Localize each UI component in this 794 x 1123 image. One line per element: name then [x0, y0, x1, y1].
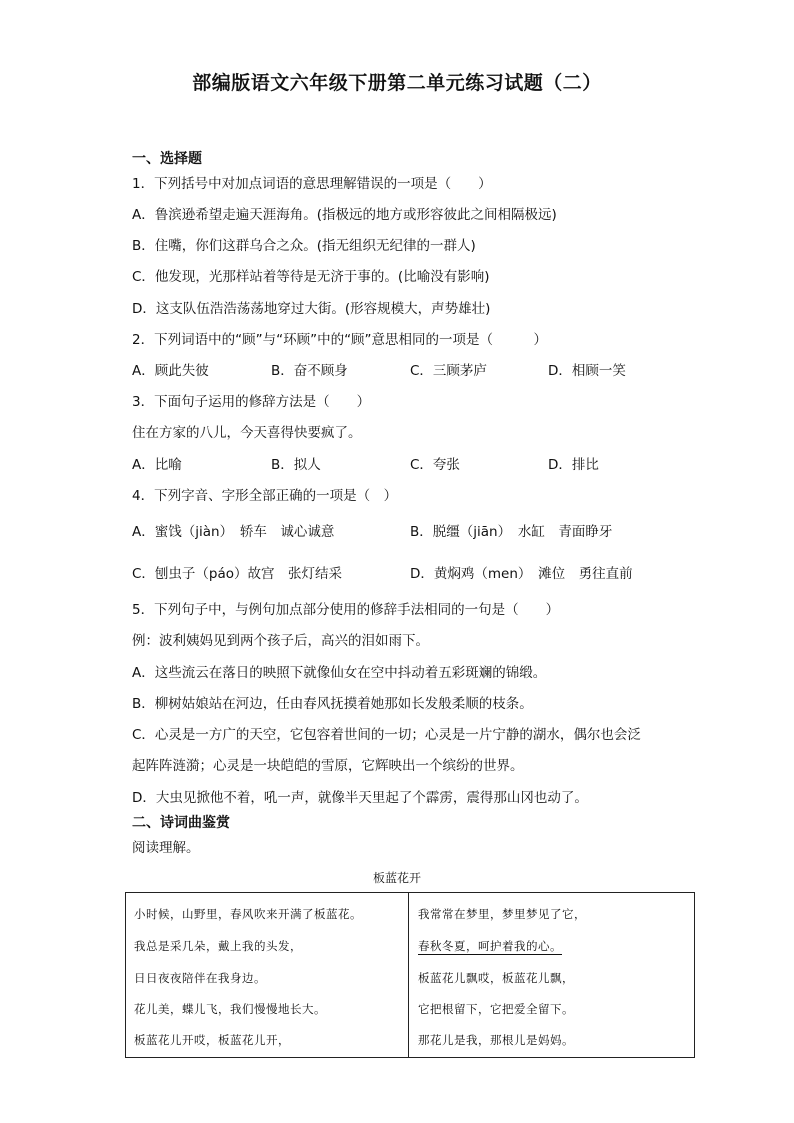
question-5-option-c[interactable]: C．心灵是一方广的天空，它包容着世间的一切；心灵是一片宁静的湖水，偶尔也会泛 — [132, 727, 641, 743]
question-3-option-a[interactable]: A．比喻 — [132, 457, 182, 473]
page-title: 部编版语文六年级下册第二单元练习试题（二） — [192, 72, 602, 94]
question-3-option-d[interactable]: D．排比 — [548, 457, 599, 473]
question-3-sentence: 住在方家的八儿，今天喜得快要疯了。 — [132, 425, 362, 441]
question-5-option-c-continued: 起阵阵涟漪；心灵是一块皑皑的雪原，它辉映出一个缤纷的世界。 — [132, 758, 524, 774]
poem-left-line-1: 小时候，山野里，春风吹来开满了板蓝花。 — [134, 907, 362, 921]
poem-right-line-2 — [418, 938, 562, 954]
poem-title: 板蓝花开 — [372, 871, 421, 885]
question-1-option-c[interactable]: C．他发现，光那样站着等待是无济于事的。(比喻没有影响) — [132, 269, 490, 285]
question-1-option-b[interactable]: B．住嘴，你们这群乌合之众。(指无组织无纪律的一群人) — [132, 238, 476, 254]
question-3-option-b[interactable]: B．拟人 — [271, 457, 321, 473]
poem-left-line-4: 花儿美，蝶儿飞，我们慢慢地长大。 — [134, 1002, 326, 1016]
poem-left-line-5: 板蓝花儿开哎，板蓝花儿开， — [134, 1033, 290, 1047]
question-2-stem: 2．下列词语中的“顾”与“环顾”中的“顾”意思相同的一项是（ ） — [132, 332, 548, 348]
question-4-option-d[interactable]: D．黄焖鸡（men） 滩位 勇往直前 — [410, 566, 633, 582]
question-4-stem: 4．下列字音、字形全部正确的一项是（ ） — [132, 488, 398, 504]
question-1-option-a[interactable]: A．鲁滨逊希望走遍天涯海角。(指极远的地方或形容彼此之间相隔极远) — [132, 207, 557, 223]
question-5-example: 例：波利姨妈见到两个孩子后，高兴的泪如雨下。 — [132, 633, 429, 649]
question-5-option-a[interactable]: A．这些流云在落日的映照下就像仙女在空中抖动着五彩斑斓的锦缎。 — [132, 665, 547, 681]
question-4-option-b[interactable]: B．脱缰（jiān） 水缸 青面睁牙 — [410, 524, 613, 540]
poem-left-line-2: 我总是采几朵，戴上我的头发， — [134, 939, 302, 953]
section-heading-choice: 一、选择题 — [132, 151, 202, 167]
question-3-stem: 3．下面句子运用的修辞方法是（ ） — [132, 394, 371, 410]
question-1-option-d[interactable]: D．这支队伍浩浩荡荡地穿过大街。(形容规模大，声势雄壮) — [132, 301, 491, 317]
poem-left-line-3: 日日夜夜陪伴在我身边。 — [134, 971, 266, 985]
question-1-stem: 1．下列括号中对加点词语的意思理解错误的一项是（ ） — [132, 176, 492, 192]
poem-right-line-5: 那花儿是我，那根儿是妈妈。 — [418, 1033, 574, 1047]
poem-table-divider — [408, 892, 409, 1058]
question-2-option-d[interactable]: D．相顾一笑 — [548, 363, 626, 379]
section-heading-poetry: 二、诗词曲鉴赏 — [132, 815, 230, 831]
poem-right-line-4: 它把根留下，它把爱全留下。 — [418, 1002, 574, 1016]
question-5-option-d[interactable]: D．大虫见掀他不着，吼一声，就像半天里起了个霹雳，震得那山冈也动了。 — [132, 790, 588, 806]
question-3-option-c[interactable]: C．夸张 — [410, 457, 460, 473]
question-2-option-c[interactable]: C．三顾茅庐 — [410, 363, 487, 379]
question-4-option-a[interactable]: A．蜜饯（jiàn） 轿车 诚心诚意 — [132, 524, 335, 540]
question-2-option-a[interactable]: A．顾此失彼 — [132, 363, 209, 379]
poem-right-line-3: 板蓝花儿飘哎，板蓝花儿飘， — [418, 971, 574, 985]
poem-right-line-1: 我常常在梦里，梦里梦见了它， — [418, 907, 586, 921]
poem-underlined-text: 春秋冬夏，呵护着我的心。 — [418, 939, 562, 953]
reading-label: 阅读理解。 — [132, 840, 200, 856]
question-5-option-b[interactable]: B．柳树姑娘站在河边，任由春风抚摸着她那如长发般柔顺的枝条。 — [132, 696, 533, 712]
question-2-option-b[interactable]: B．奋不顾身 — [271, 363, 348, 379]
question-5-stem: 5．下列句子中，与例句加点部分使用的修辞手法相同的一句是（ ） — [132, 602, 560, 618]
question-4-option-c[interactable]: C．刨虫子（páo）故宫 张灯结采 — [132, 566, 343, 582]
